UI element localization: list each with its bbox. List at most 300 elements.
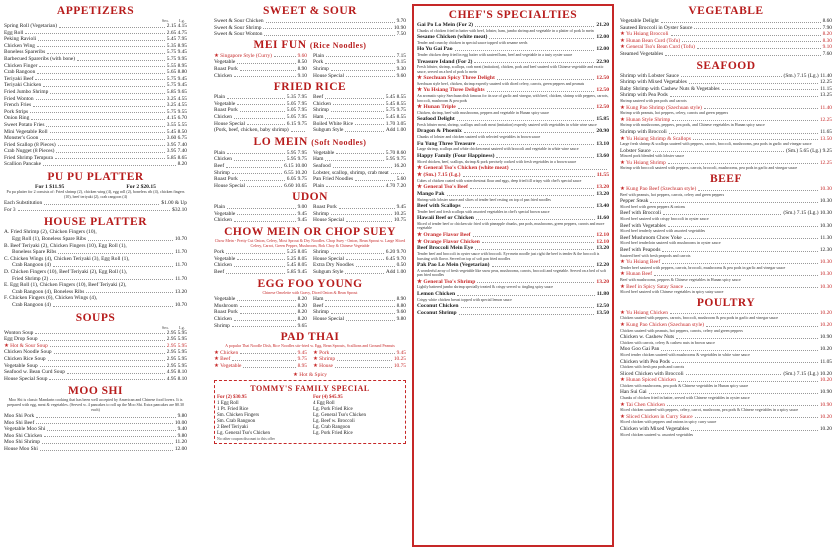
dot-leader [18, 207, 171, 212]
menu-item-name: Moo Shi Chicken [4, 432, 43, 439]
dot-leader [681, 73, 782, 78]
menu-item-row [313, 350, 406, 357]
menu-item-row [4, 63, 187, 70]
menu-item-price: 10.25 [393, 356, 406, 363]
menu-item-price: 9.10 [822, 44, 832, 51]
menu-item-price: 6.60 10.65 [284, 182, 307, 189]
menu-item-name: Vegetable Soup [4, 362, 38, 369]
menu-item-row [214, 217, 307, 224]
dot-leader [345, 127, 384, 132]
menu-item-price: 21.20 [596, 22, 609, 28]
lo-mein-list [214, 150, 406, 190]
menu-item-row [4, 446, 187, 453]
beef-list [620, 186, 832, 295]
menu-item-price: 5.75 9.75 [385, 107, 406, 114]
column-4 [620, 4, 832, 549]
menu-item-row [313, 66, 406, 73]
menu-item-row [313, 94, 406, 101]
menu-item-price: 10.70 [174, 301, 187, 308]
poultry-list [620, 310, 832, 437]
menu-item-row [620, 371, 832, 378]
dot-leader [227, 94, 285, 99]
menu-item-row [313, 309, 406, 316]
menu-item-name: Beef with Peapods [620, 247, 661, 253]
dot-leader [672, 117, 818, 122]
right-column [313, 350, 406, 370]
family-item: Sm. Crab Rangoon [217, 418, 256, 424]
menu-item-price: 12.25 [819, 159, 832, 166]
menu-item-name: Beef Broccoli Mein Eye [417, 245, 473, 252]
menu-item-name: Shrimp [313, 210, 329, 217]
menu-item-name: ★ Yu Hsiang Shrimp & Scallops [620, 135, 691, 142]
family-item: Lg. Beef w. Broccoli [313, 418, 355, 424]
menu-item-name: Spring Roll (Vegetarian) [4, 23, 57, 29]
mei-fun-list [214, 53, 406, 79]
dot-leader [325, 114, 383, 119]
menu-item-price: 9.45 [297, 210, 307, 217]
appetizers-title: APPETIZERS [56, 5, 135, 17]
dot-leader [496, 153, 594, 158]
menu-item-price: 2.95 5.95 [166, 342, 187, 349]
menu-item-price: 2.95 5.95 [166, 349, 187, 356]
menu-item-name: House Special [313, 72, 344, 79]
menu-item-name: Roast Pork [214, 107, 238, 114]
dot-leader [511, 165, 607, 170]
menu-item-name: Happy Family (Four Happiness) [417, 152, 495, 159]
dot-leader [36, 413, 175, 418]
menu-item-row [417, 22, 609, 29]
menu-item-name: Shrimp [214, 322, 230, 329]
menu-item-name: Crab Rangoon [4, 69, 36, 76]
menu-item-row [417, 172, 609, 179]
menu-item-desc: An aromatic spicy Szechuan dish famous for its use of garlic and vinegar, with beef, chicken, shrimp with peppers, carrots, broccoli, mushroom & pea pods [417, 94, 609, 103]
menu-item-row [313, 204, 406, 211]
menu-item-name: Plain [313, 52, 325, 59]
menu-item-price: 22.90 [596, 58, 609, 65]
lo-mein-title-main: LO MEIN [253, 135, 308, 148]
menu-item-name: Chicken Finger [4, 62, 38, 69]
dot-leader [234, 316, 296, 321]
menu-item-price: 9.45 [396, 204, 406, 211]
dot-leader [475, 245, 594, 250]
menu-item-price: 13.20 [174, 288, 187, 295]
dot-leader [240, 303, 296, 308]
menu-item-name: Shrimp with Lobster Sauce [620, 72, 679, 79]
menu-item-price: 11.20 [175, 439, 187, 446]
menu-item-price: 10.20 [819, 426, 832, 433]
menu-item-name: House Special Soup [4, 375, 48, 382]
dot-leader [331, 211, 392, 216]
menu-item-row [620, 79, 832, 86]
house-platter-line [4, 262, 187, 269]
menu-item-name: ★ Kung Pao Shrimp (Szechuan style) [620, 104, 702, 111]
menu-item-price: 8.50 [297, 59, 307, 66]
menu-item-name: Fried Shrimp (2) [12, 275, 49, 282]
menu-item-name: ★ Vegetable [214, 362, 242, 369]
menu-item-name: Pepper Steak [620, 198, 649, 205]
menu-item-price: (Sm.) 7.15 (Lg.) 10.30 [783, 210, 832, 217]
dot-leader [461, 303, 595, 308]
menu-item-name: Beef Mushroom Chow Yoke [620, 234, 682, 241]
menu-item-name: Coconut Shrimp [417, 309, 457, 316]
menu-item-row [620, 44, 832, 51]
menu-item-row [620, 18, 832, 25]
dot-leader [50, 276, 173, 281]
menu-item-price: 11.65 [820, 128, 832, 135]
menu-item-name: Plain [313, 182, 325, 189]
dot-leader [48, 356, 165, 361]
dot-leader [326, 183, 384, 188]
menu-item-row [313, 211, 406, 218]
left-column [214, 204, 307, 224]
dot-leader [654, 271, 818, 276]
menu-item-name: Shrimp with Pea Pods [620, 92, 668, 99]
menu-item-price: 7.50 [396, 31, 406, 38]
menu-item-price: 13.20 [596, 245, 609, 252]
menu-item-row [4, 200, 187, 207]
dot-leader [226, 269, 285, 274]
menu-item-name: ★ Kung Pao Chicken (Szechuan style) [620, 321, 705, 328]
menu-item-price: 12.00 [174, 446, 187, 453]
menu-item-name: Ham [313, 156, 324, 163]
menu-item-name: ★ Szechuan Spicy Three Delight [417, 75, 495, 82]
menu-item-name: ★ Tai Chen Chicken [620, 401, 665, 408]
menu-item-name: ★ Beef [214, 356, 231, 363]
menu-item-name: ★ Pork [313, 349, 330, 356]
menu-item-row [417, 303, 609, 310]
menu-item-row [313, 303, 406, 310]
lo-mein-title [214, 136, 406, 149]
dot-leader [463, 172, 595, 177]
menu-item-price: 5.35 8.95 [166, 42, 187, 49]
menu-item-price: 9.80 [396, 316, 406, 322]
menu-item-price: 2.95 5.95 [166, 336, 187, 343]
menu-item-desc: Sliced beef sauteed with crispy broccoli in oyster sauce [620, 216, 709, 222]
menu-item-price: 6.45 9.70 [385, 255, 406, 262]
menu-item-row [4, 82, 187, 89]
family-special-title: TOMMY'S FAMILY SPECIAL [250, 383, 370, 393]
menu-item-name: Plain [214, 149, 226, 156]
menu-item-name: Sesame Chicken (white meat) [417, 34, 488, 41]
menu-item-desc: Chicken with carrots, celery & cashew nuts in brown sauce [620, 339, 715, 345]
menu-item-desc: Chicken with mushrooms, pea pods & Chinese vegetables in Hunan spicy sauce [620, 382, 749, 388]
house-platter-line: B. Beef Teriyaki (2), Chicken Fingers (10), Egg Roll (1), [4, 242, 127, 249]
left-column [214, 150, 307, 190]
menu-item-price: Add 1.00 [385, 127, 406, 134]
menu-item-row [214, 127, 307, 134]
menu-item-name: ★ Hot & Sour Soup [4, 342, 48, 349]
menu-item-name: ★ Hunan Style Shrimp [620, 116, 671, 123]
menu-item-row [4, 330, 187, 337]
dot-leader [346, 316, 395, 321]
dot-leader [35, 76, 164, 81]
menu-item-name: Fried Jumbo Shrimp [4, 88, 49, 95]
dot-leader [693, 136, 818, 141]
dot-leader [44, 200, 159, 205]
menu-item-price: 2.95 5.95 [166, 355, 187, 362]
menu-item-price: 2.65 4.75 [166, 29, 187, 36]
menu-item-name: House Special [214, 182, 245, 189]
dot-leader [59, 23, 165, 28]
menu-item-desc: Shrimp with broccoli sauteed with peppers, carrots, broccoli, mushrooms, pea pods in garlic and vinegar sauce [620, 165, 798, 171]
menu-item-price: 0.50 [396, 262, 406, 269]
menu-item-row [417, 310, 609, 317]
menu-item-row [417, 262, 609, 269]
menu-item-price: 13.50 [819, 135, 832, 142]
dot-leader [668, 160, 818, 165]
dot-leader [684, 235, 818, 240]
menu-item-price: 9.70 [396, 18, 406, 24]
dot-leader [227, 150, 285, 155]
menu-item-price: 13.20 [596, 190, 609, 197]
menu-item-name: Roast Pork [313, 204, 337, 211]
menu-item-row [417, 232, 609, 239]
menu-item-price: 4.95 8.10 [166, 375, 187, 382]
menu-item-row [313, 296, 406, 303]
dot-leader [243, 363, 295, 368]
menu-item-row [214, 204, 307, 211]
dot-leader [337, 356, 392, 361]
menu-item-row [4, 148, 187, 155]
menu-item-name: Chicken Noodle Soup [4, 349, 52, 356]
menu-item-price: (Sm.) 7.15 (Lg.) 11.40 [783, 72, 832, 79]
menu-item-desc: Sliced chicken sauteed with peppers, celery, carrot, mushroom, pea pods & Chinese vegetables in a spicy sauce [620, 407, 799, 413]
menu-item-price: 5.45 8.50 [166, 128, 187, 135]
soups-list [4, 330, 187, 383]
family-for4: For (4) $45.95 [313, 394, 343, 400]
menu-item-price: 6.05 9.75 [286, 176, 307, 183]
dot-leader [653, 148, 784, 153]
menu-item-row [620, 25, 832, 32]
menu-item-name: Lobster Sauce [620, 147, 651, 154]
menu-item-name: Pork Strips [4, 108, 29, 115]
menu-item-desc: Large fresh shrimp & scallops sauteed with peppers, carrots, broccoli, mushrooms, pea pods in garlic and vinegar sauce [620, 141, 812, 147]
dot-leader [464, 128, 595, 133]
menu-item-name: ★ Singapore Style (Curry) [214, 52, 272, 59]
menu-item-price: 10.90 [819, 334, 832, 341]
menu-item-price: 8.20 [297, 296, 307, 303]
dot-leader [685, 284, 818, 289]
dot-leader [476, 215, 595, 220]
right-column [313, 204, 406, 224]
menu-item-name: Egg Drop Soup [4, 336, 38, 343]
house-platter-list [4, 229, 187, 308]
chefs-specialties-box [412, 4, 614, 547]
menu-item-name: Chicken [214, 217, 232, 224]
menu-item-desc: Minced pork blended with lobster sauce [620, 153, 685, 159]
dot-leader [672, 359, 818, 364]
menu-item-name: Ham [313, 113, 324, 120]
dot-leader [237, 296, 295, 301]
dot-leader [457, 291, 595, 296]
menu-item-price: 8.95 [297, 362, 307, 369]
dot-leader [489, 34, 594, 39]
menu-item-row [417, 291, 609, 298]
menu-item-row [417, 75, 609, 82]
egg-foo-young-title: EGG FOO YOUNG [257, 277, 363, 290]
menu-item-price: $32.10 [172, 206, 187, 213]
menu-item-price: 13.20 [596, 278, 609, 285]
menu-item-price: 10.00 [174, 419, 187, 426]
dot-leader [291, 127, 305, 132]
dot-leader [459, 310, 595, 315]
menu-item-price: 10.20 [819, 346, 832, 353]
menu-item-price: 12.00 [596, 34, 609, 41]
soups-title: SOUPS [75, 311, 116, 324]
family-item: Lg. General Tso's Chicken [217, 430, 270, 436]
menu-item-name: Vegetable Delight [620, 18, 659, 24]
menu-item-name: Teriyaki Beef [4, 75, 34, 82]
udon-list [214, 204, 406, 224]
menu-item-price: 16.20 [393, 162, 406, 169]
menu-item-name: House Special [313, 217, 344, 224]
dot-leader [355, 176, 394, 181]
dot-leader [58, 249, 173, 254]
menu-item-desc: Chicken sauteed with peanuts, hot peppers, carrots, celery and green peppers [620, 327, 743, 333]
family-item: 4 Egg Roll [313, 400, 335, 406]
menu-item-row [4, 89, 187, 96]
menu-item-price: 5.85 8.65 [166, 154, 187, 161]
menu-item-row [417, 104, 609, 111]
dot-leader [668, 223, 818, 228]
menu-item-price: 5.70 8.60 [385, 149, 406, 156]
menu-item-row [214, 211, 307, 218]
seafood-list [620, 73, 832, 172]
hot-spicy-legend: ★ Hot & Spicy [292, 371, 328, 378]
appetizers-sm-label: Sm. [161, 18, 169, 23]
menu-item-desc: Sliced chicken sauteed w. assorted vegetables [620, 431, 694, 437]
dot-leader [325, 59, 394, 64]
menu-item-name: ★ Shrimp [313, 356, 336, 363]
menu-item-price: 13.10 [596, 140, 609, 147]
menu-item-row [214, 262, 307, 269]
chefs-specialties-list [417, 22, 609, 317]
dot-leader [234, 73, 296, 78]
menu-item-name: Fried Wonton [4, 95, 34, 102]
menu-item-price: 8.20 [177, 161, 187, 168]
menu-item-price: 10.30 [819, 283, 832, 290]
dot-leader [670, 92, 818, 97]
house-platter-title: HOUSE PLATTER [43, 216, 148, 229]
menu-item-row [214, 249, 307, 256]
right-column [313, 296, 406, 329]
menu-item-price: 8.90 [396, 296, 406, 303]
menu-item-name: Treasure Island (For 2) [417, 58, 473, 65]
dot-leader [263, 25, 391, 30]
dot-leader [455, 46, 595, 51]
chow-mein-list [214, 249, 406, 275]
menu-item-row [313, 163, 406, 170]
left-column [214, 249, 307, 275]
menu-item-name: ★ Yu Hsiang Broccoli [620, 31, 669, 38]
spacer [313, 323, 406, 330]
menu-item-row [214, 356, 307, 363]
house-platter-line: C. Chicken Wings (4), Chicken Teriyaki (3), Egg Roll (1), [4, 255, 130, 262]
menu-item-price: 3.95 7.40 [166, 148, 187, 155]
soups-lg-label: Lg. [178, 324, 185, 330]
menu-item-price: 10.20 [819, 413, 832, 420]
menu-item-desc: Tender chicken deep fried in egg batter with sauteed ham, beef and vegetable in a tasty oyster sauce [417, 53, 573, 58]
menu-item-row [4, 161, 187, 168]
dot-leader [240, 350, 295, 355]
dot-leader [43, 82, 165, 87]
dot-leader [86, 289, 173, 294]
menu-item-price: 12.10 [596, 231, 609, 238]
menu-item-name: Moo Shi Pork [4, 413, 35, 420]
menu-item-row [214, 59, 307, 66]
dot-leader [336, 150, 384, 155]
dot-leader [37, 43, 165, 48]
menu-item-price: 6.55 10.20 [284, 169, 307, 176]
menu-item-name: Shrimp [214, 169, 230, 176]
dot-leader [44, 433, 176, 438]
menu-item-row [4, 349, 187, 356]
dot-leader [247, 183, 282, 188]
menu-item-name: Vegetable Moo Shi [4, 426, 46, 433]
menu-item-row [417, 191, 609, 198]
menu-item-row [417, 165, 609, 172]
dot-leader [54, 349, 165, 354]
menu-item-row [313, 121, 406, 128]
dot-leader [669, 129, 818, 134]
menu-item-price: 12.10 [596, 238, 609, 245]
menu-item-price: 8.30 [822, 37, 832, 44]
menu-item-name: Ham [313, 296, 324, 303]
dot-leader [227, 204, 295, 209]
menu-item-name: Steamed Vegetables [620, 50, 664, 57]
menu-item-name: ★ Hunan Triple [417, 104, 456, 111]
menu-item-desc: Lightly battered jumbo shrimp specially treated & crispy served w. tingling spicy sauce [417, 285, 553, 290]
dot-leader [232, 356, 295, 361]
menu-item-desc: Sauteed beef with fresh peapods and carrots [620, 252, 691, 258]
menu-item-name: ★ Hunan Spiced Chicken [620, 377, 676, 384]
menu-item-row [4, 49, 187, 56]
menu-item-name: Boiled White Rice [313, 120, 354, 127]
menu-item-row [4, 135, 187, 142]
menu-item-name: Pak Pao Lo Mein (Vegetarian) [417, 262, 490, 269]
menu-item-row [214, 156, 307, 163]
family-special-grid [217, 395, 403, 437]
dot-leader [88, 236, 173, 241]
menu-item-price: 3.55 5.55 [166, 121, 187, 128]
dot-leader [698, 186, 818, 191]
dot-leader [686, 371, 782, 376]
menu-item-row [313, 176, 406, 183]
house-platter-line [4, 249, 187, 256]
menu-item-desc: Sliced beef with green peppers & onions [620, 203, 686, 209]
family-item: Lg. Pork Fried Rice [313, 430, 353, 436]
menu-item-row [313, 59, 406, 66]
menu-item-name: Each Substitution [4, 200, 43, 207]
menu-item-row [4, 376, 187, 383]
family-item: 1 Egg Roll [217, 400, 239, 406]
menu-item-row [313, 183, 406, 190]
dot-leader [43, 161, 176, 166]
dot-leader [722, 86, 818, 91]
menu-item-desc: Tender and crunchy chicken in special sauce topped with sesame seeds [417, 41, 528, 45]
menu-item-name: Vegetable [214, 255, 236, 262]
menu-item-price: 11.40 [820, 104, 832, 111]
menu-item-price: 4.15 6.70 [166, 115, 187, 122]
menu-item-desc: Large shrimp, scallops and white chicken meat sauteed with broccoli and vegetable in white wine sauce [417, 147, 579, 152]
menu-item-name: Beef [313, 94, 324, 101]
menu-item-price: 7.60 [822, 50, 832, 57]
menu-item-row [417, 116, 609, 123]
dot-leader [678, 377, 818, 382]
egg-foo-young-list [214, 296, 406, 329]
menu-item-row [214, 53, 307, 60]
dot-leader [473, 232, 595, 237]
